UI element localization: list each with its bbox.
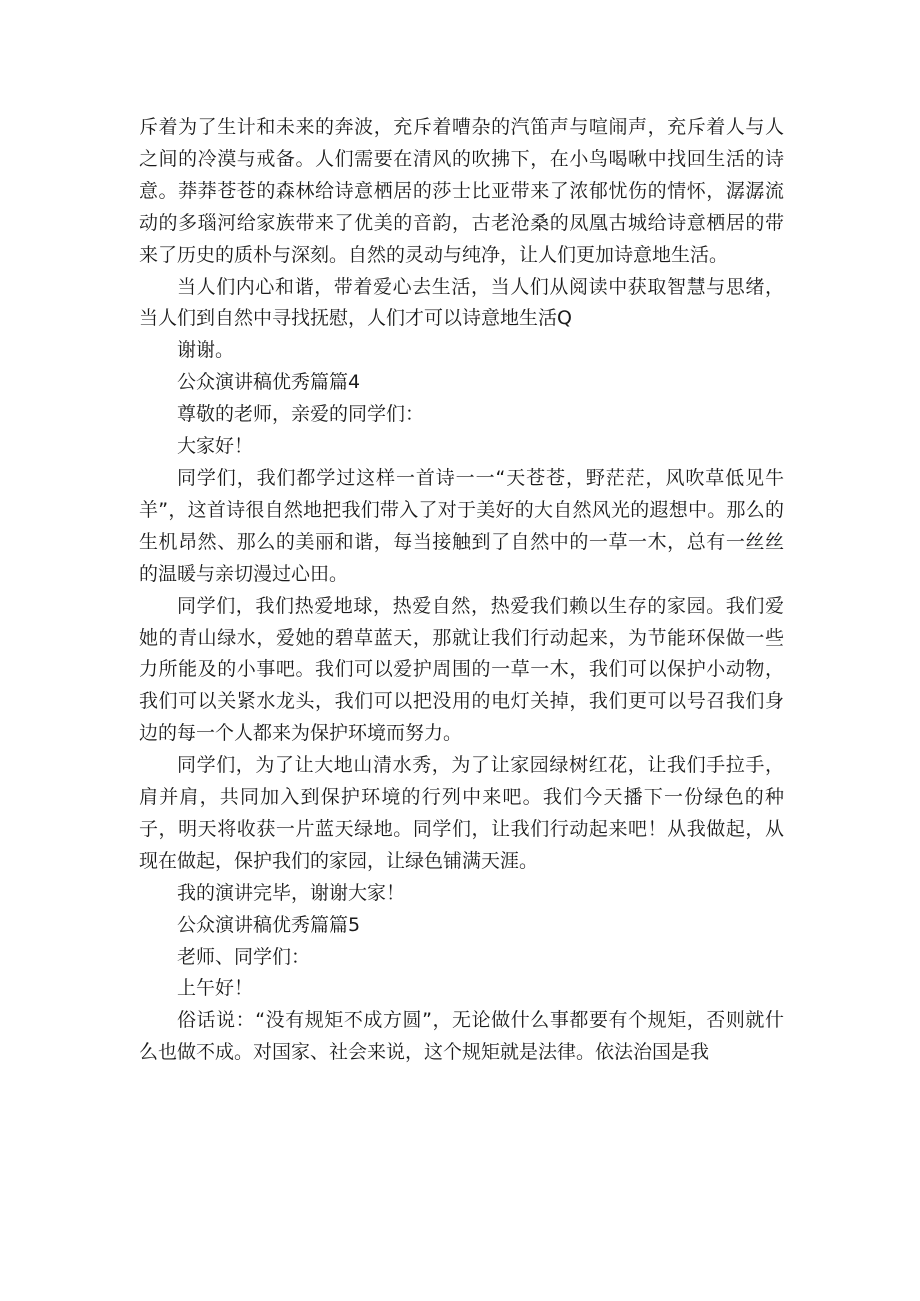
paragraph-call-to-action: 同学们，为了让大地山清水秀，为了让家园绿树红花，让我们手拉手，肩并肩，共同加入到保护环境的行列中来吧。我们今天播下一份绿色的种子，明天将收获一片蓝天绿地。同学们，让我们行动起来吧！从我做起，从现在做起，保护我们的家园，让绿色铺满天涯。 — [139, 754, 784, 872]
paragraph-thanks: 谢谢。 — [177, 339, 235, 362]
paragraph-love-earth: 同学们，我们热爱地球，热爱自然，热爱我们赖以生存的家园。我们爱她的青山绿水，爱她的碧草蓝天，那就让我们行动起来，为节能环保做一些力所能及的小事吧。我们可以爱护周围的一草一木，我们可以保护小动物，我们可以关紧水龙头，我们可以把没用的电灯关掉，我们更可以号召我们身边的每一个人都来为保护环境而努力。 — [139, 594, 784, 745]
paragraph-poetic-life: 当人们内心和谐，带着爱心去生活，当人们从阅读中获取智慧与思绪，当人们到自然中寻找抚慰，人们才可以诗意地生活Q — [139, 275, 784, 330]
paragraph-closing: 我的演讲完毕，谢谢大家！ — [177, 881, 406, 904]
section-heading-5: 公众演讲稿优秀篇篇5 — [177, 913, 361, 936]
paragraph-poem: 同学们，我们都学过这样一首诗一一“天苍苍，野茫茫，风吹草低见牛羊”，这首诗很自然地把我们带入了对于美好的大自然风光的遐想中。那么的生机昂然、那么的美丽和谐，每当接触到了自然中的一草一木，总有一丝丝的温暖与亲切漫过心田。 — [139, 466, 784, 585]
section-heading-4: 公众演讲稿优秀篇篇4 — [177, 371, 361, 394]
document-body — [139, 112, 784, 1069]
paragraph-continuation: 斥着为了生计和未来的奔波，充斥着嘈杂的汽笛声与喧闹声，充斥着人与人之间的冷漠与戒备。人们需要在清风的吹拂下，在小鸟喝啾中找回生活的诗意。莽莽苍苍的森林给诗意栖居的莎士比亚带来了浓郁忧伤的情怀，潺潺流动的多瑙河给家族带来了优美的音韵，古老沧桑的凤凰古城给诗意栖居的带来了历史的质朴与深刻。自然的灵动与纯净，让人们更加诗意地生活。 — [139, 116, 784, 266]
paragraph-greeting-5: 上午好！ — [177, 977, 254, 1000]
paragraph-salutation: 尊敬的老师，亲爱的同学们： — [177, 403, 425, 426]
paragraph-salutation-5: 老师、同学们： — [177, 945, 311, 968]
paragraph-greeting: 大家好！ — [177, 435, 254, 458]
paragraph-rules: 俗话说：“没有规矩不成方圆”，无论做什么事都要有个规矩，否则就什么也做不成。对国家、社会来说，这个规矩就是法律。依法治国是我 — [139, 1009, 784, 1064]
